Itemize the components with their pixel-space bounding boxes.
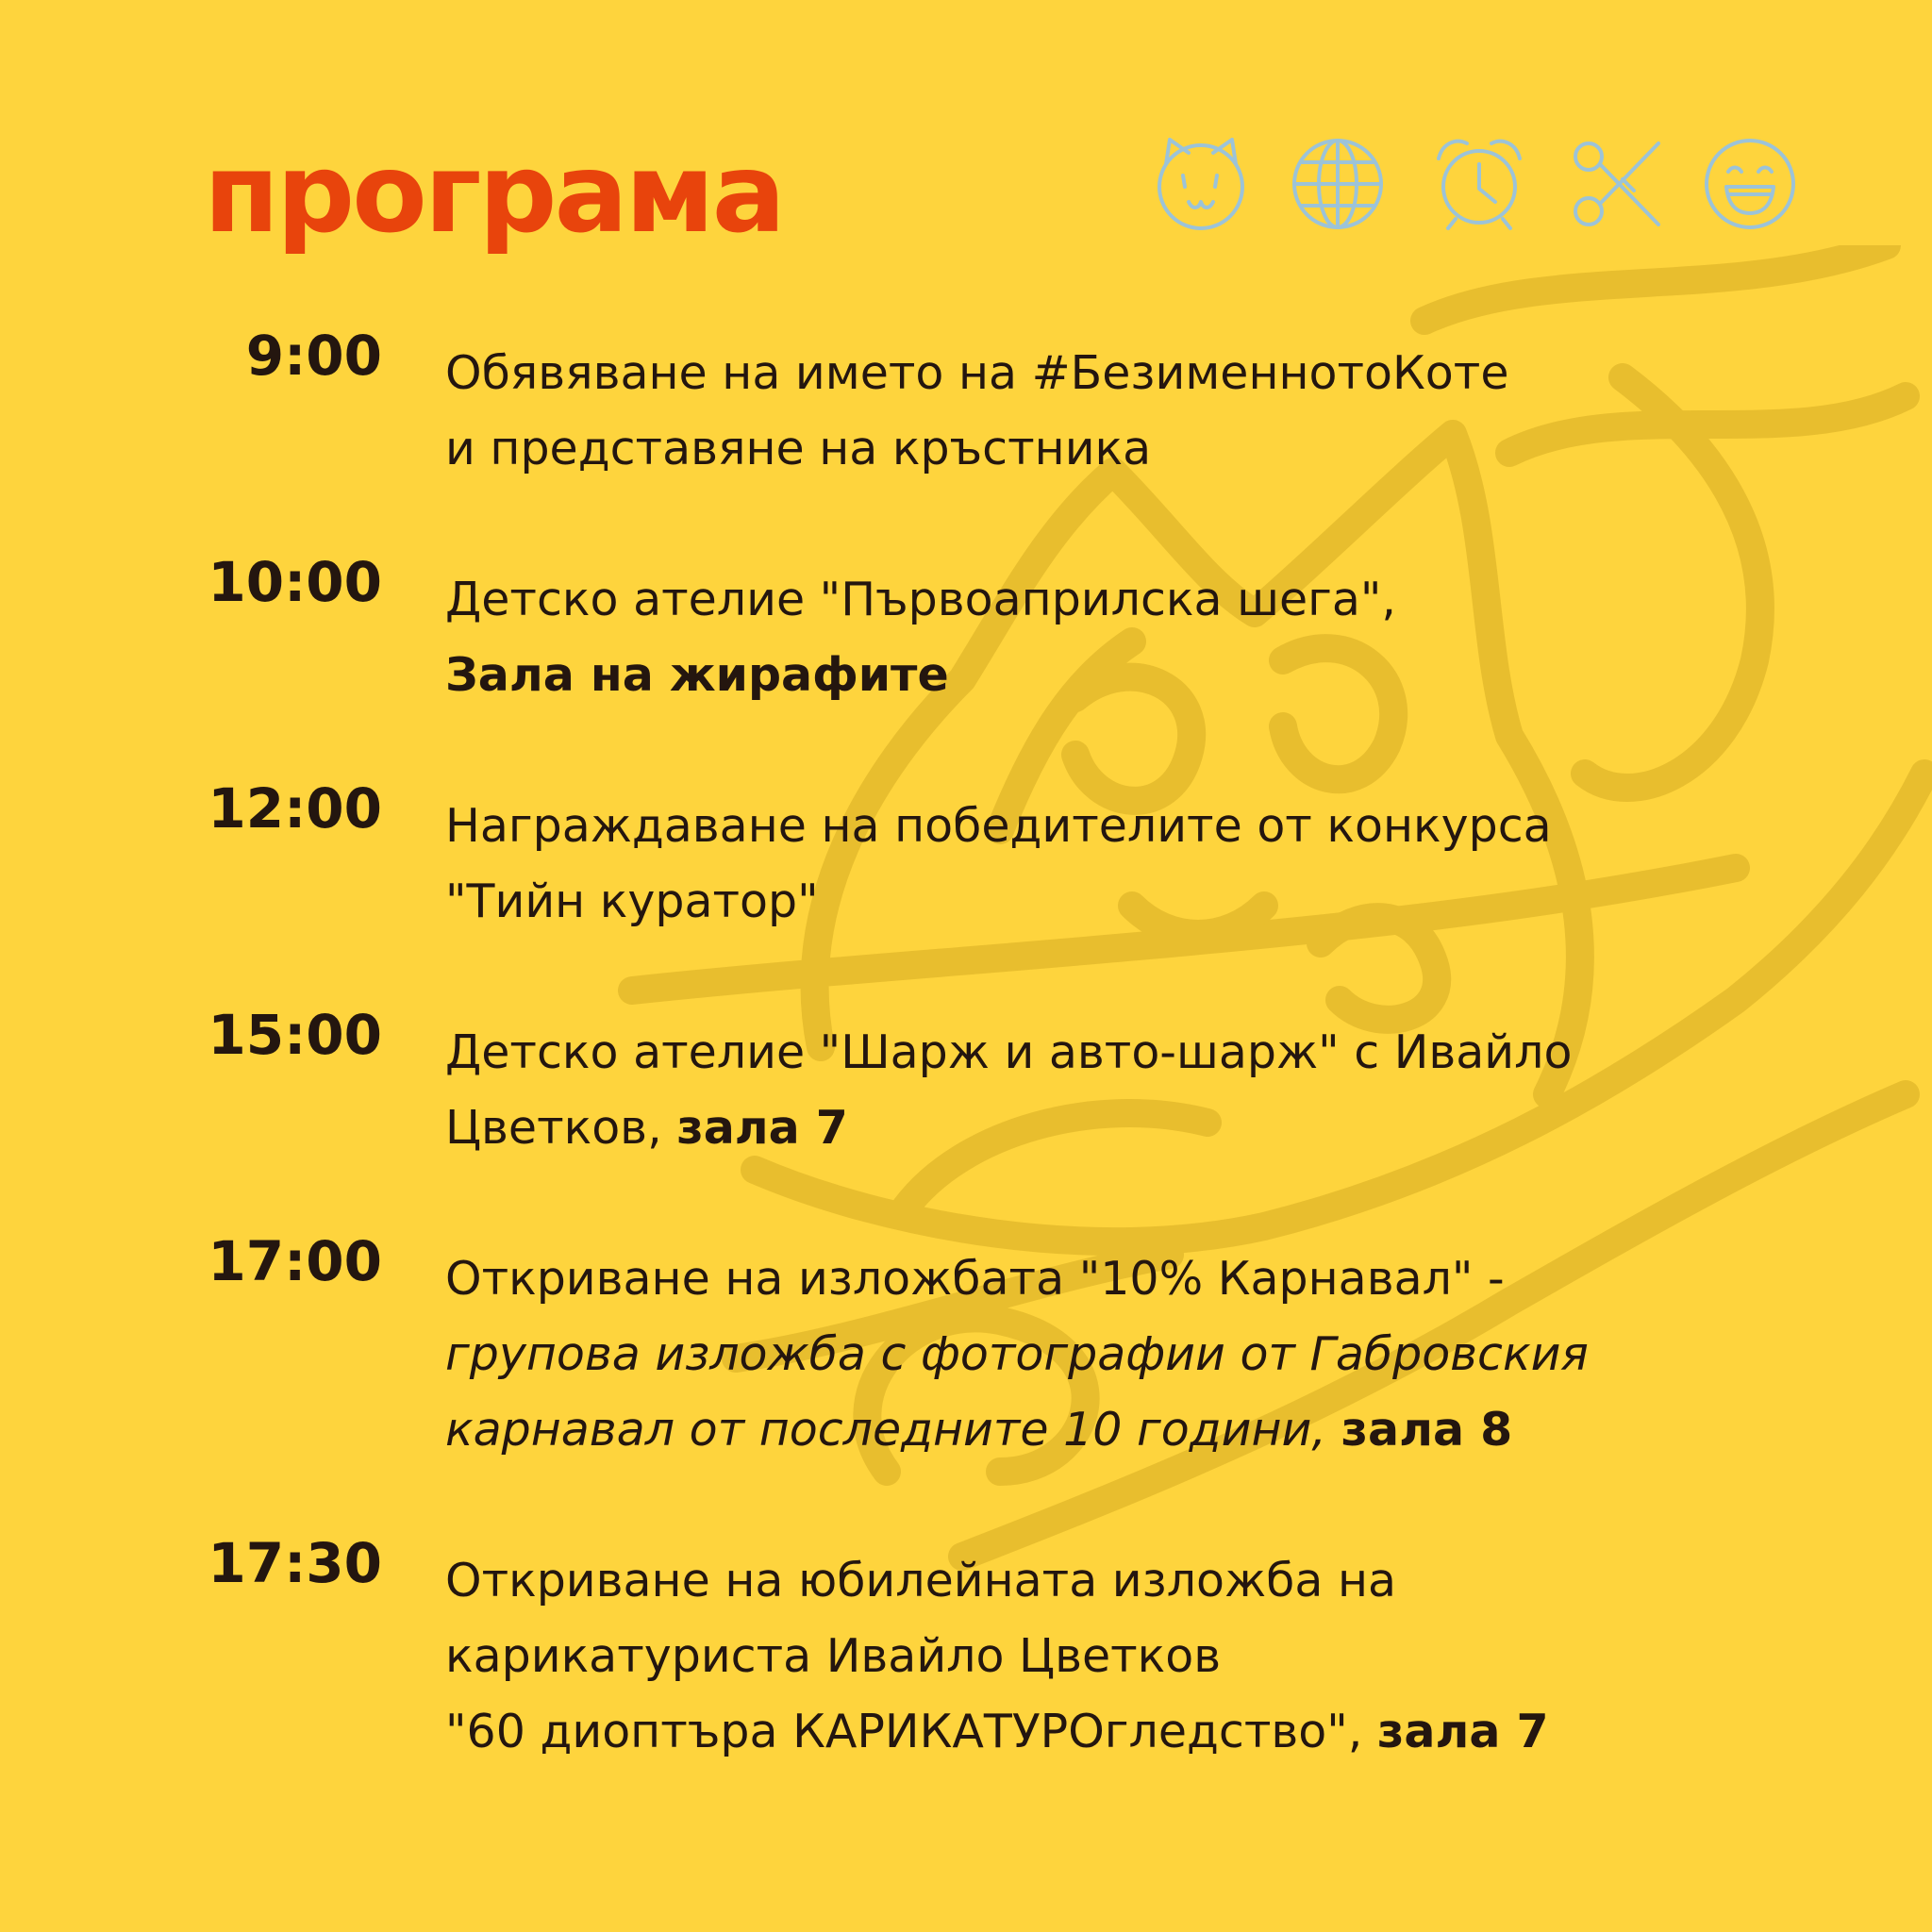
smiley-icon [1700,134,1800,234]
event-description [445,1543,1804,1770]
event-line: Детско ателие "Първоаприлска шега", [445,573,1396,626]
event-line [445,1694,1804,1770]
globe-icon [1288,134,1388,234]
event-text: "60 диоптъра КАРИКАТУРОгледство", [445,1705,1377,1758]
event-description [445,1241,1804,1468]
event-description [445,1015,1804,1166]
event-time: 12:00 [208,776,382,841]
event-line: и представяне на кръстника [445,422,1152,475]
event-line [445,1091,1804,1166]
event-venue: Зала на жирафите [445,648,949,702]
event-time: 17:30 [208,1531,382,1595]
event-text: Цветков, [445,1101,677,1155]
scissors-icon [1566,134,1666,234]
event-line: Детско ателие "Шарж и авто-шарж" с Ивайло [445,1025,1573,1079]
event-line: "Тийн куратор" [445,874,819,928]
event-time: 10:00 [208,550,382,614]
event-line: Награждаване на победителите от конкурса [445,799,1552,853]
event-line: Откриване на юбилейната изложба на [445,1554,1397,1607]
event-venue: зала 7 [676,1101,848,1155]
event-description [445,336,1804,487]
event-line [445,1392,1804,1468]
icon-row [1151,134,1792,234]
event-subtitle: карнавал от последните 10 години, [445,1403,1341,1457]
event-line: карикатуриста Ивайло Цветков [445,1629,1222,1683]
event-time: 15:00 [208,1003,382,1067]
event-line: Откриване на изложбата "10% Карнавал" - [445,1252,1505,1306]
event-description [445,562,1804,713]
event-line: Обявяване на името на #БезименнотоКоте [445,346,1509,400]
event-time: 9:00 [245,324,382,388]
event-time: 17:00 [208,1229,382,1293]
alarm-clock-icon [1429,134,1529,234]
event-subtitle: групова изложба с фотографии от Габровския [445,1327,1589,1381]
cat-icon [1151,134,1251,234]
page-title: програма [204,130,783,258]
event-description [445,789,1804,940]
event-venue: зала 8 [1341,1403,1513,1457]
event-venue: зала 7 [1376,1705,1549,1758]
